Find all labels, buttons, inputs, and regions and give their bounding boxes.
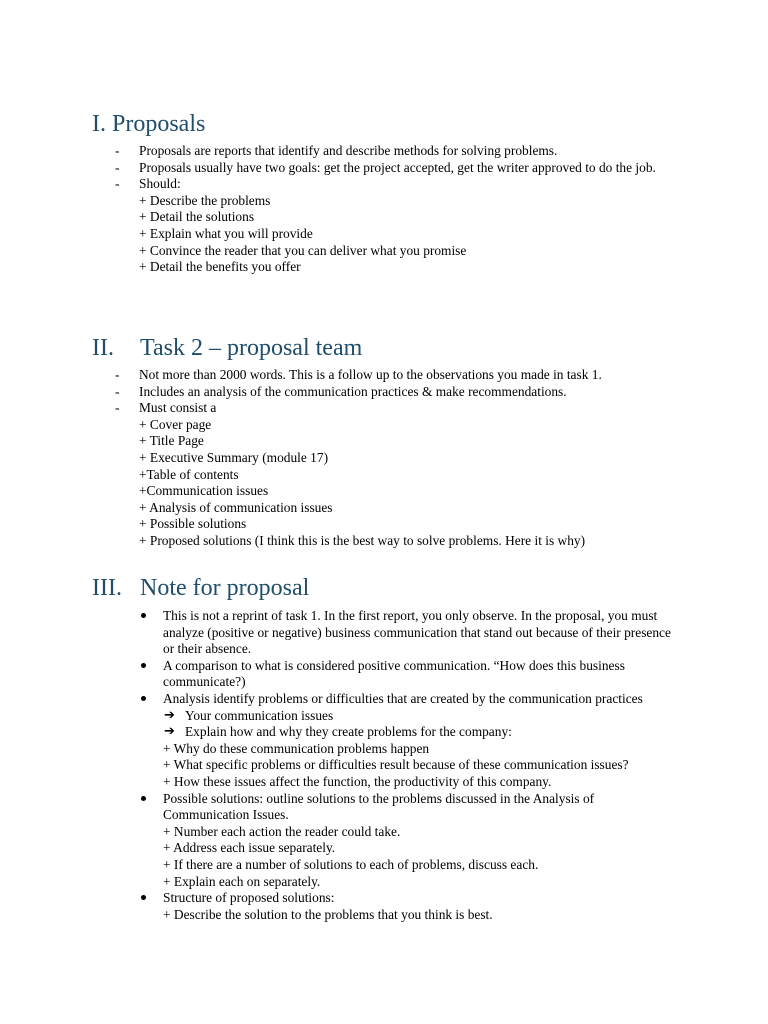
bullet-icon	[141, 796, 146, 801]
list-item-text: Structure of proposed solutions:	[163, 890, 335, 906]
list-item-text: A comparison to what is considered positive communication. “How does this business communicate?)	[163, 657, 625, 690]
list-item-text: Includes an analysis of the communication practices & make recommendations.	[139, 383, 567, 399]
bullet-icon	[141, 613, 146, 618]
bullet-icon	[141, 663, 146, 668]
list-item	[0, 143, 679, 160]
sub-item: + Describe the solution to the problems that you think is best.	[163, 906, 493, 922]
sub-item: + Explain what you will provide	[139, 225, 313, 241]
list-item-text: Must consist a	[139, 400, 217, 416]
bullet-icon	[141, 696, 146, 701]
list-item-text: Analysis identify problems or difficulties that are created by the communication practices	[163, 690, 643, 706]
arrow-item-text: Explain how and why they create problems for the company:	[185, 724, 512, 740]
dash-marker: -	[115, 367, 120, 382]
sub-item: + Title Page	[139, 433, 204, 449]
list-item-text: This is not a reprint of task 1. In the first report, you only observe. In the proposal, you must analyze (positive or negative) business communication that stand out because of their presence or their absence.	[163, 608, 671, 657]
list-item	[0, 608, 683, 658]
section-heading-proposals	[92, 110, 205, 138]
bullet-icon	[141, 895, 146, 900]
dash-marker: -	[115, 383, 120, 399]
list-item	[0, 384, 679, 401]
sub-item: + Explain each on separately.	[163, 873, 321, 889]
list-item	[0, 691, 683, 791]
list-item	[0, 791, 683, 891]
sub-item: + Possible solutions	[139, 516, 247, 532]
list-item-text: Possible solutions: outline solutions to the problems discussed in the Analysis of Communication Issues.	[163, 790, 595, 823]
list-item-text: Proposals usually have two goals: get the project accepted, get the writer approved to do the job.	[139, 159, 656, 175]
sub-item: + Why do these communication problems happen	[163, 740, 430, 756]
sub-item: + If there are a number of solutions to each of problems, discuss each.	[163, 856, 539, 872]
section-number: III.	[92, 575, 122, 601]
sub-item: + Analysis of communication issues	[139, 499, 333, 515]
arrow-right-icon: ➔	[164, 724, 175, 740]
task-2-list	[0, 367, 768, 550]
list-item-text: Should:	[139, 176, 181, 192]
list-item	[0, 400, 679, 549]
arrow-item	[163, 708, 683, 725]
proposals-list	[0, 143, 768, 276]
sub-item: + Proposed solutions (I think this is the best way to solve problems. Here it is why)	[139, 532, 586, 548]
sub-item: + Describe the problems	[139, 192, 271, 208]
arrow-item-text: Your communication issues	[185, 707, 334, 723]
sub-item: +Communication issues	[139, 483, 269, 499]
sub-item: + What specific problems or difficulties result because of these communication issues?	[163, 757, 629, 773]
arrow-item	[163, 724, 683, 741]
section-number: II.	[92, 335, 114, 361]
list-item	[0, 176, 679, 276]
sub-item: +Table of contents	[139, 466, 239, 482]
sub-item: + Convince the reader that you can deliver what you promise	[139, 242, 467, 258]
dash-marker: -	[115, 176, 120, 192]
list-item	[0, 890, 683, 923]
section-title: Note for proposal	[140, 575, 310, 601]
note-for-proposal-list	[0, 608, 768, 923]
sub-item: + How these issues affect the function, the productivity of this company.	[163, 773, 552, 789]
list-item	[0, 658, 683, 691]
section-heading-task-2	[92, 334, 362, 362]
section-heading-note-for-proposal	[92, 574, 309, 602]
sub-item: + Executive Summary (module 17)	[139, 449, 329, 465]
section-number: I.	[92, 111, 106, 137]
dash-marker: -	[115, 159, 120, 175]
dash-marker: -	[115, 400, 120, 416]
dash-marker: -	[115, 143, 120, 158]
sub-item: + Cover page	[139, 416, 212, 432]
sub-item: + Address each issue separately.	[163, 840, 336, 856]
list-item-text: Not more than 2000 words. This is a follow up to the observations you made in task 1.	[139, 367, 602, 382]
section-title: Proposals	[112, 111, 206, 137]
sub-item: + Detail the benefits you offer	[139, 259, 301, 275]
arrow-right-icon: ➔	[164, 707, 175, 723]
list-item	[0, 160, 679, 177]
list-item	[0, 367, 679, 384]
sub-item: + Number each action the reader could take.	[163, 823, 401, 839]
sub-item: + Detail the solutions	[139, 209, 255, 225]
section-title: Task 2 – proposal team	[140, 335, 363, 361]
list-item-text: Proposals are reports that identify and describe methods for solving problems.	[139, 143, 558, 158]
